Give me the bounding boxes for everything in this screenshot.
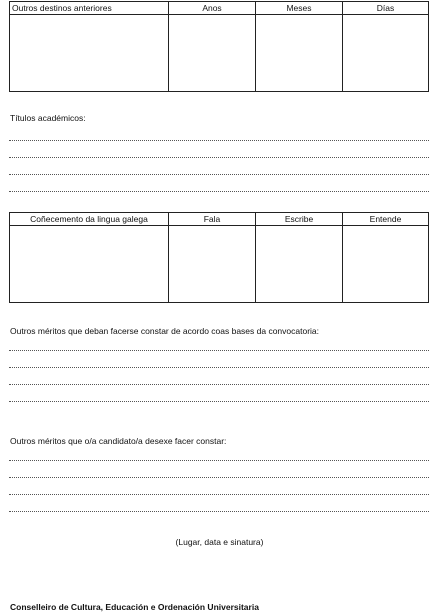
merits-candidate-line-4[interactable] [9,511,429,512]
merits-bases-line-2[interactable] [9,367,429,368]
header-galician-knowledge: Coñecemento da lingua galega [10,213,169,225]
merits-bases-line-4[interactable] [9,401,429,402]
previous-destinations-table [9,1,429,92]
merits-bases-line-1[interactable] [9,350,429,351]
header-writes: Escribe [256,213,343,225]
signature-caption: (Lugar, data e sinatura) [175,537,264,547]
header-months: Meses [256,2,343,14]
merits-candidate-line-3[interactable] [9,494,429,495]
writes-cell[interactable] [256,226,343,303]
days-cell[interactable] [343,15,428,92]
table-body-row [10,226,428,303]
galician-language-table [9,212,429,303]
merits-candidate-line-2[interactable] [9,477,429,478]
galician-knowledge-cell[interactable] [10,226,169,303]
academic-titles-line-2[interactable] [9,157,429,158]
header-speaks: Fala [169,213,256,225]
academic-titles-line-1[interactable] [9,140,429,141]
header-understands: Entende [369,214,402,224]
speaks-cell[interactable] [169,226,256,303]
header-previous-destinations: Outros destinos anteriores [10,2,169,14]
understands-cell[interactable] [343,226,428,303]
years-cell[interactable] [169,15,256,92]
merits-candidate-line-1[interactable] [9,460,429,461]
academic-titles-label: Títulos académicos: [10,113,86,123]
header-years: Anos [169,2,256,14]
addressee-footer: Conselleiro de Cultura, Educación e Ordenación Universitaria [10,602,259,612]
months-cell[interactable] [256,15,343,92]
merits-bases-line-3[interactable] [9,384,429,385]
header-days: Días [376,3,395,13]
table-body-row [10,15,428,92]
destinations-cell[interactable] [10,15,169,92]
academic-titles-line-3[interactable] [9,174,429,175]
merits-candidate-label: Outros méritos que o/a candidato/a desexe facer constar: [10,436,227,446]
merits-bases-label: Outros méritos que deban facerse constar de acordo coas bases da convocatoria: [10,326,320,336]
table-header-row [10,213,428,226]
table-header-row [10,2,428,15]
academic-titles-line-4[interactable] [9,191,429,192]
